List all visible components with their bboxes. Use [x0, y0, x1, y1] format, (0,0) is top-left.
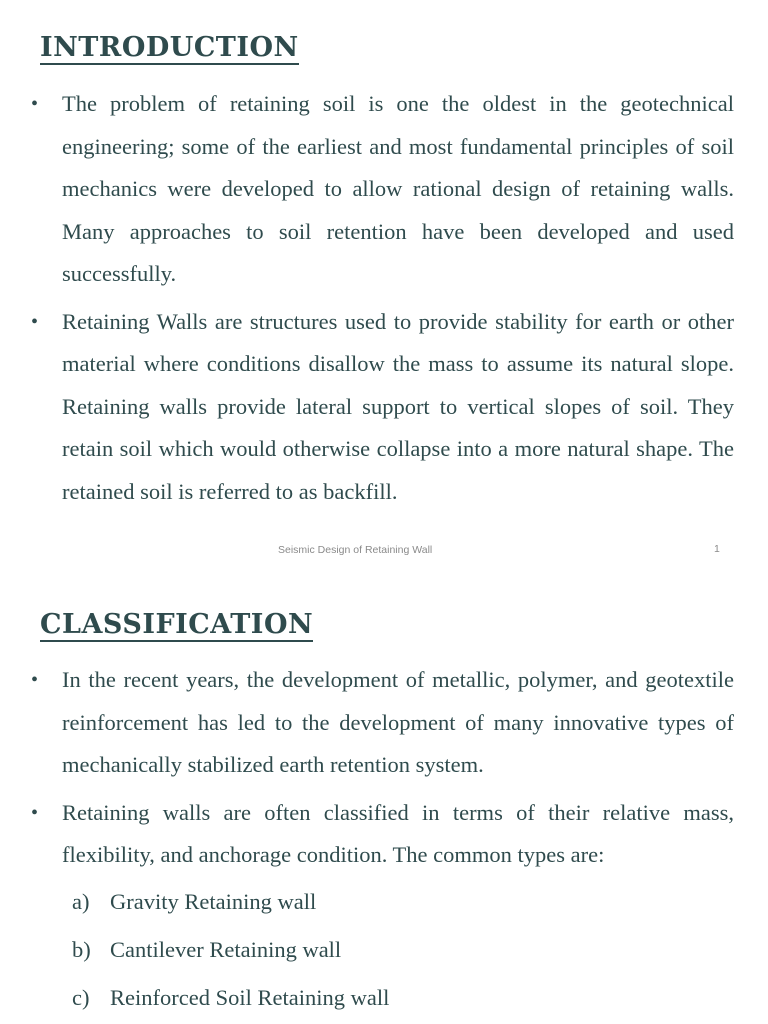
list-item-text: Cantilever Retaining wall — [110, 937, 342, 962]
classification-heading: CLASSIFICATION — [40, 609, 314, 640]
bullet-text: The problem of retaining soil is one the oldest in the geotechnical engineering; some of the earliest and most fundamental principles of soil mechanics were developed to allow rational design of retaining walls. Many approaches to soil retention have been developed and used successfully. — [62, 91, 734, 286]
list-item — [0, 301, 734, 514]
bullet-icon: • — [31, 310, 39, 333]
list-item-text: Reinforced Soil Retaining wall — [110, 985, 390, 1010]
list-item — [0, 792, 734, 877]
slide-footer: Seismic Design of Retaining Wall — [278, 544, 433, 556]
list-item-text: Gravity Retaining wall — [110, 889, 317, 914]
list-marker: a) — [72, 889, 90, 914]
list-marker: c) — [72, 985, 90, 1010]
introduction-heading: INTRODUCTION — [40, 32, 299, 63]
list-item — [72, 926, 389, 974]
list-marker: b) — [72, 937, 91, 962]
bullet-icon: • — [31, 93, 39, 115]
bullet-icon: • — [31, 801, 39, 824]
bullet-text: Retaining Walls are structures used to provide stability for earth or other material where conditions disallow the mass to assume its natural slope. Retaining walls provide lateral support to vertical slopes of soil. They retain soil which would otherwise collapse into a more natural shape. The retained soil is referred to as backfill. — [62, 308, 734, 504]
wall-types-list — [72, 878, 389, 1022]
list-item — [0, 659, 734, 787]
list-item — [72, 974, 389, 1022]
list-item — [72, 878, 389, 926]
bullet-text: In the recent years, the development of metallic, polymer, and geotextile reinforcement has led to the development of many innovative types of mechanically stabilized earth retention system. — [62, 667, 734, 777]
bullet-icon: • — [31, 669, 39, 691]
bullet-text: Retaining walls are often classified in terms of their relative mass, flexibility, and anchorage condition. The common types are: — [62, 799, 734, 867]
introduction-bullet-list — [0, 83, 734, 518]
page-number: 1 — [714, 543, 720, 555]
list-item — [0, 83, 734, 296]
classification-bullet-list — [0, 659, 734, 882]
